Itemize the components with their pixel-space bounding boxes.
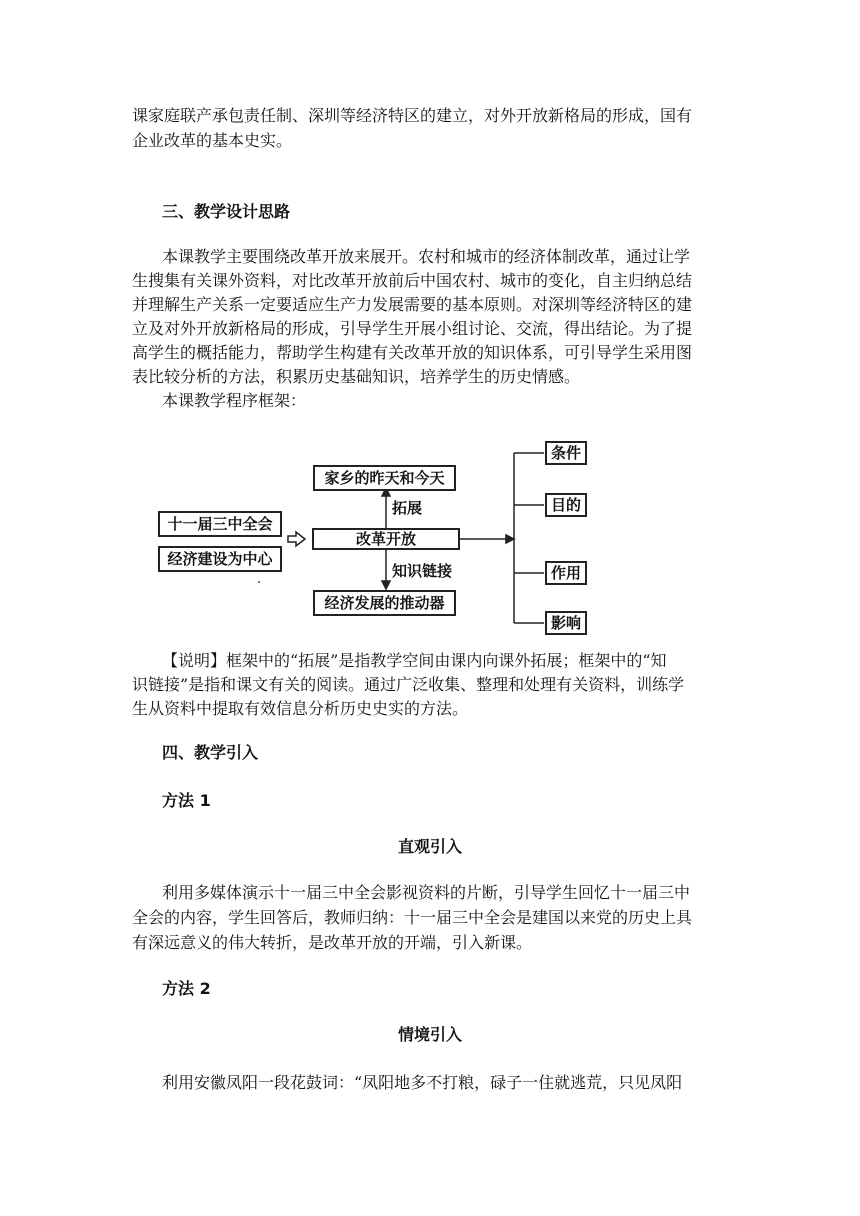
box-conditions: 条件 xyxy=(545,441,587,465)
paragraph-line: 利用多媒体演示十一届三中全会影视资料的片断，引导学生回忆十一届三中 xyxy=(162,883,691,902)
section-heading: 四、教学引入 xyxy=(162,743,259,762)
paragraph-line: 表比较分析的方法，积累历史基础知识，培养学生的历史情感。 xyxy=(132,367,581,386)
label-expansion: 拓展 xyxy=(392,499,423,517)
method-title: 情境引入 xyxy=(397,1025,462,1044)
box-hometown: 家乡的昨天和今天 xyxy=(313,465,456,491)
paragraph-line: 高学生的概括能力，帮助学生构建有关改革开放的知识体系，可引导学生采用图 xyxy=(132,343,693,362)
box-reform-opening: 改革开放 xyxy=(312,528,460,550)
paragraph-line: 本课教学主要围绕改革开放来展开。农村和城市的经济体制改革，通过让学 xyxy=(162,247,691,266)
paragraph-line: 全会的内容，学生回答后，教师归纳：十一届三中全会是建国以来党的历史上具 xyxy=(132,908,693,927)
method-label: 方法 2 xyxy=(162,979,211,998)
paragraph-line: 课家庭联产承包责任制、深圳等经济特区的建立，对外开放新格局的形成，国有 xyxy=(132,106,693,125)
box-economic-driver: 经济发展的推动器 xyxy=(313,590,456,616)
label-knowledge-link: 知识链接 xyxy=(392,562,453,580)
bracket-connector xyxy=(514,453,544,623)
box-economic-center: 经济建设为中心 xyxy=(158,546,282,572)
note-line: 生从资料中提取有效信息分析历史史实的方法。 xyxy=(132,699,469,718)
paragraph-line: 企业改革的基本史实。 xyxy=(132,131,293,150)
method-title: 直观引入 xyxy=(397,837,462,856)
note-line: 【说明】框架中的“拓展”是指教学空间由课内向课外拓展；框架中的“知 xyxy=(162,651,667,670)
box-function: 作用 xyxy=(545,561,587,585)
box-purpose: 目的 xyxy=(545,493,587,517)
paragraph-line: 生搜集有关课外资料，对比改革开放前后中国农村、城市的变化，自主归纳总结 xyxy=(132,271,693,290)
paragraph-line: 有深远意义的伟大转折，是改革开放的开端，引入新课。 xyxy=(132,933,533,952)
method-label: 方法 1 xyxy=(162,791,211,810)
box-influence: 影响 xyxy=(545,611,587,635)
paragraph-line: 并理解生产关系一定要适应生产力发展需要的基本原则。对深圳等经济特区的建 xyxy=(132,295,693,314)
right-arrow-icon xyxy=(460,535,514,543)
up-arrow-icon xyxy=(382,488,390,528)
hollow-arrow-icon xyxy=(288,532,305,546)
paragraph-line: 立及对外开放新格局的形成，引导学生开展小组讨论、交流，得出结论。为了提 xyxy=(132,319,693,338)
box-third-plenum: 十一届三中全会 xyxy=(158,511,282,537)
framework-intro: 本课教学程序框架： xyxy=(162,391,307,410)
section-heading: 三、教学设计思路 xyxy=(162,202,291,221)
note-line: 识链接”是指和课文有关的阅读。通过广泛收集、整理和处理有关资料，训练学 xyxy=(132,675,685,694)
paragraph-line: 利用安徽凤阳一段花鼓词：“凤阳地多不打粮，碌子一住就逃荒，只见凤阳 xyxy=(162,1073,683,1092)
down-arrow-icon xyxy=(382,550,390,589)
